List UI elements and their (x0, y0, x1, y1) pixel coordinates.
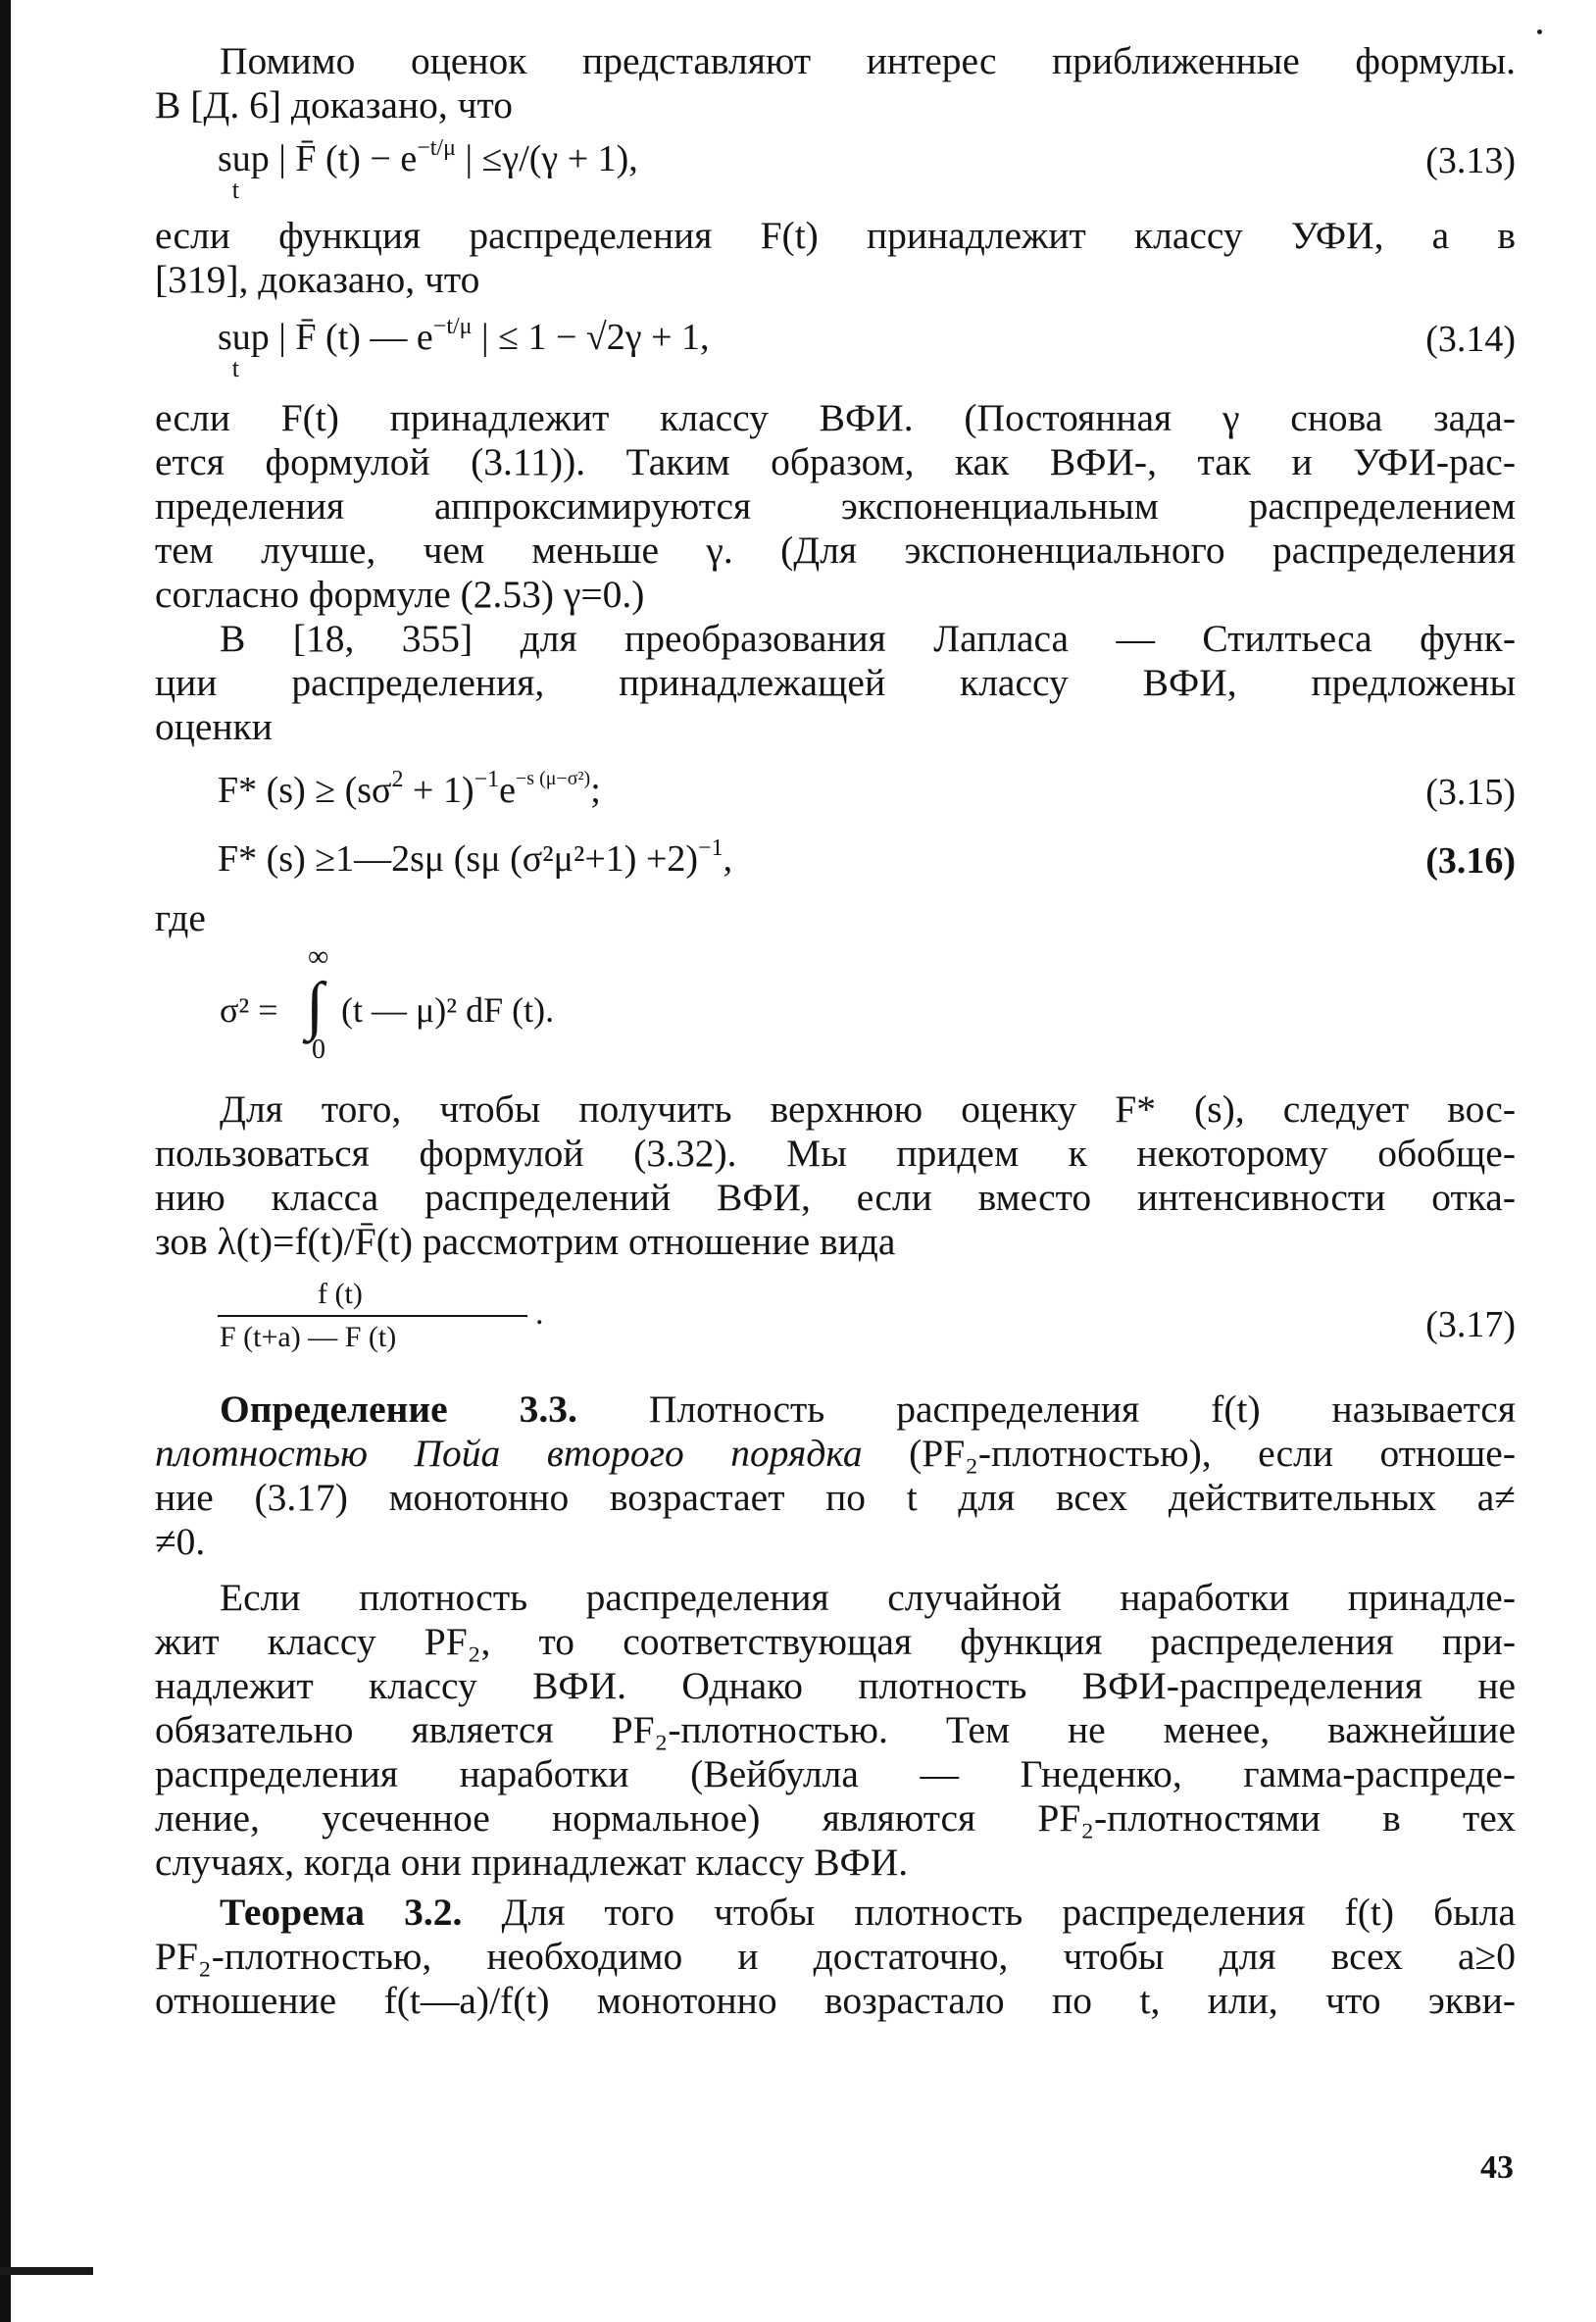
sigma-lhs: σ² = (220, 990, 278, 1030)
paragraph-intro (155, 39, 1516, 127)
equation-3-17 (155, 1278, 1516, 1376)
fraction-denominator: F (t+a) — F (t) (220, 1321, 397, 1353)
text-line: ≠0. (155, 1520, 206, 1563)
text-line: Помимо оценок представляют интерес приближенные формулы. (220, 39, 1516, 82)
paragraph-laplace (155, 617, 1516, 749)
speck (1537, 29, 1542, 34)
sigma-definition (155, 940, 1516, 1065)
paragraph-vfi (155, 396, 1516, 617)
text-line: В [Д. 6] доказано, что (155, 83, 513, 126)
text-line: пользоваться формулой (3.32). Мы придем к некоторому обобще- (155, 1132, 1516, 1175)
equation-number: (3.14) (1425, 319, 1516, 360)
where-line (155, 896, 1516, 940)
text-line: В [18, 355] для преобразования Лапласа — Стилтьеса функ- (220, 617, 1516, 660)
eq-body: | ≤γ/(γ + 1), (455, 138, 638, 179)
text-line: плотностью Пойа второго порядка (PF₂-плотностью), если отноше- (155, 1432, 1516, 1475)
text-line: распределения наработки (Вейбулла — Гнеденко, гамма-распреде- (155, 1752, 1516, 1795)
paragraph-ufi (155, 214, 1516, 302)
text-line: Определение 3.3. Плотность распределения f(t) называется (220, 1388, 1517, 1431)
text-line: ние (3.17) монотонно возрастает по t для всех действительных a≠ (155, 1476, 1516, 1519)
equation-3-15 (155, 759, 1516, 828)
paragraph-pf2 (155, 1576, 1516, 1885)
equation-number: (3.13) (1425, 140, 1516, 181)
integral-sign: ∫ (306, 970, 324, 1041)
text-line: [319], доказано, что (155, 258, 480, 301)
integral-upper-limit: ∞ (308, 940, 329, 973)
text-line: PF₂-плотностью, необходимо и достаточно, чтобы для всех a≥0 (155, 1935, 1516, 1978)
eq-exponent: −t/μ (417, 135, 456, 161)
theorem-label: Теорема 3.2. (220, 1891, 463, 1934)
definition-3-3 (155, 1388, 1516, 1564)
eq-operator: sup (218, 317, 270, 358)
text-line: согласно формуле (2.53) γ=0.) (155, 573, 645, 616)
page-text-body (155, 39, 1516, 2023)
text-line: пределения аппроксимируются экспоненциальным распределением (155, 484, 1516, 528)
eq-exponent: −1 (474, 767, 500, 792)
equation-3-14: supt | F̄ (t) — $e^{-t/\mu}$ | ≤ 1 − √2γ + 1, (3.14) (218, 314, 1516, 382)
text-line: тем лучше, чем меньше γ. (Для экспоненциального распределения (155, 529, 1516, 572)
integral-body: (t — μ)² dF (t). (341, 990, 555, 1030)
text-line: жит классу PF₂, то соответствующая функция распределения при- (155, 1620, 1516, 1663)
text-line: Если плотность распределения случайной наработки принадле- (220, 1576, 1516, 1619)
page-number: 43 (1480, 2149, 1514, 2186)
eq-exponent: −1 (698, 835, 723, 861)
eq-body: | F̄ (t) — e (278, 317, 433, 358)
eq-body: , (723, 838, 733, 880)
paragraph-upper-bound (155, 1087, 1516, 1264)
fraction-numerator: f (t) (318, 1278, 363, 1310)
eq-body: e (499, 770, 517, 811)
eq-operator: sup (218, 138, 270, 179)
equation-number: (3.16) (1425, 840, 1516, 882)
text-line: если функция распределения F(t) принадлежит классу УФИ, а в (155, 214, 1516, 257)
eq-exponent: −t/μ (432, 314, 473, 339)
text-line: оценки (155, 705, 273, 748)
text-line: нию класса распределений ВФИ, если вместо интенсивности отка- (155, 1176, 1516, 1219)
text-line: Для того, чтобы получить верхнюю оценку F* (s), следует вос- (220, 1087, 1516, 1131)
eq-body: F* (s) ≥ (sσ (218, 770, 392, 811)
text-line: ление, усеченное нормальное) являются PF₂-плотностями в тех (155, 1796, 1516, 1840)
text-line: если F(t) принадлежит классу ВФИ. (Постоянная γ снова зада- (155, 396, 1516, 439)
eq-body: + 1) (403, 770, 474, 811)
theorem-3-2 (155, 1891, 1516, 2023)
fraction-bar (218, 1315, 527, 1317)
eq-body: F* (s) ≥1—2sμ (sμ (σ²μ²+1) +2) (218, 838, 699, 880)
eq-body: | F̄ (t) − e (278, 138, 418, 179)
fraction-period: . (535, 1295, 544, 1332)
equation-number: (3.17) (1425, 1304, 1516, 1345)
text-line: ется формулой (3.11)). Таким образом, как ВФИ-, так и УФИ-рас- (155, 440, 1516, 483)
eq-body: ; (590, 770, 601, 811)
eq-body: | ≤ 1 − √2γ + 1, (472, 317, 710, 358)
text-line: Теорема 3.2. Для того чтобы плотность распределения f(t) была (220, 1891, 1516, 1934)
eq-exponent: 2 (391, 767, 404, 792)
text-line: обязательно является PF₂-плотностью. Тем не менее, важнейшие (155, 1708, 1516, 1751)
equation-3-16 (155, 828, 1516, 896)
text-line: зов λ(t)=f(t)/F̄(t) рассмотрим отношение вида (155, 1220, 896, 1263)
text-line: случаях, когда они принадлежат классу ВФИ. (155, 1841, 909, 1884)
defined-term: плотностью Пойа второго порядка (155, 1432, 863, 1475)
text-line: ции распределения, принадлежащей классу ВФИ, предложены (155, 661, 1516, 704)
text-line: надлежит классу ВФИ. Однако плотность ВФИ-распределения не (155, 1664, 1516, 1707)
eq-exponent: −s (μ−σ²) (516, 768, 591, 789)
book-spine-foot (0, 2267, 93, 2275)
integral-lower-limit: 0 (312, 1035, 325, 1065)
book-spine-shadow (0, 0, 11, 2322)
text-line: отношение f(t—a)/f(t) монотонно возрастало по t, или, что экви- (155, 1979, 1516, 2022)
equation-number: (3.15) (1425, 772, 1516, 813)
definition-label: Определение 3.3. (220, 1388, 577, 1431)
text-line: где (155, 896, 206, 939)
equation-3-13: supt | F̄ $(t) - e^{-t/\mu}$ | ≤γ/(γ + 1), (3.13) (218, 135, 1516, 204)
